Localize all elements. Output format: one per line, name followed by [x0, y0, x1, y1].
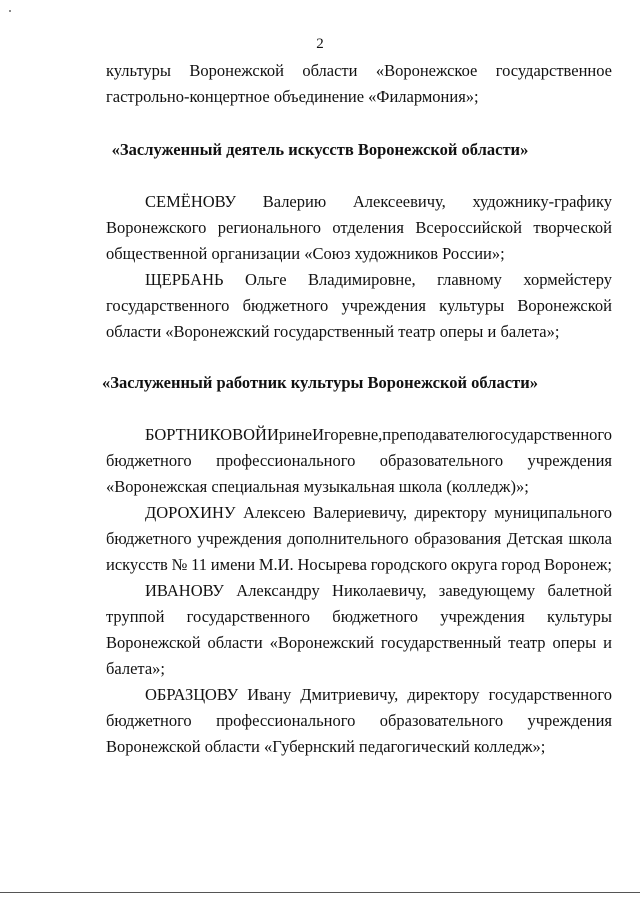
text-line: ДОРОХИНУ Алексею Валериевичу, директору муниципального — [145, 503, 612, 522]
scan-speck — [9, 10, 11, 12]
page-number: 2 — [316, 36, 324, 52]
text-line: культуры Воронежской области «Воронежское государственное — [106, 61, 612, 80]
text-line: гастрольно-концертное объединение «Филармония»; — [106, 87, 479, 106]
text-line: ОБРАЗЦОВУ Ивану Дмитриевичу, директору государственного — [145, 685, 612, 704]
text-line: БОРТНИКОВОЙ Ирине Игоревне, преподавателю государственного — [145, 425, 612, 444]
text-line: ИВАНОВУ Александру Николаевичу, заведующему балетной — [145, 581, 612, 600]
text-line: бюджетного профессионального образовательного учреждения — [106, 711, 612, 730]
text-line: государственного бюджетного учреждения культуры Воронежской — [106, 296, 612, 315]
text-line: бюджетного профессионального образовательного учреждения — [106, 451, 612, 470]
text-line: искусств № 11 имени М.И. Носырева городского округа город Воронеж; — [106, 555, 612, 574]
text-line: балета»; — [106, 659, 165, 678]
text-line: «Воронежская специальная музыкальная школа (колледж)»; — [106, 477, 529, 496]
text-line: Воронежской области «Воронежский государственный театр оперы и — [106, 633, 612, 652]
text-line: труппой государственного бюджетного учреждения культуры — [106, 607, 612, 626]
section-heading: «Заслуженный деятель искусств Воронежской области» — [111, 140, 529, 159]
text-line: общественной организации «Союз художников России»; — [106, 244, 505, 263]
text-line: области «Воронежский государственный театр оперы и балета»; — [106, 322, 560, 341]
text-line: Воронежской области «Губернский педагогический колледж»; — [106, 737, 546, 756]
text-line: Воронежского регионального отделения Всероссийской творческой — [106, 218, 612, 237]
text-line: бюджетного учреждения дополнительного образования Детская школа — [106, 529, 612, 548]
text-line: СЕМЁНОВУ Валерию Алексеевичу, художнику-графику — [145, 192, 612, 211]
scan-edge-line — [0, 892, 640, 893]
text-line: ЩЕРБАНЬ Ольге Владимировне, главному хормейстеру — [145, 270, 612, 289]
section-heading: «Заслуженный работник культуры Воронежской области» — [102, 373, 538, 392]
